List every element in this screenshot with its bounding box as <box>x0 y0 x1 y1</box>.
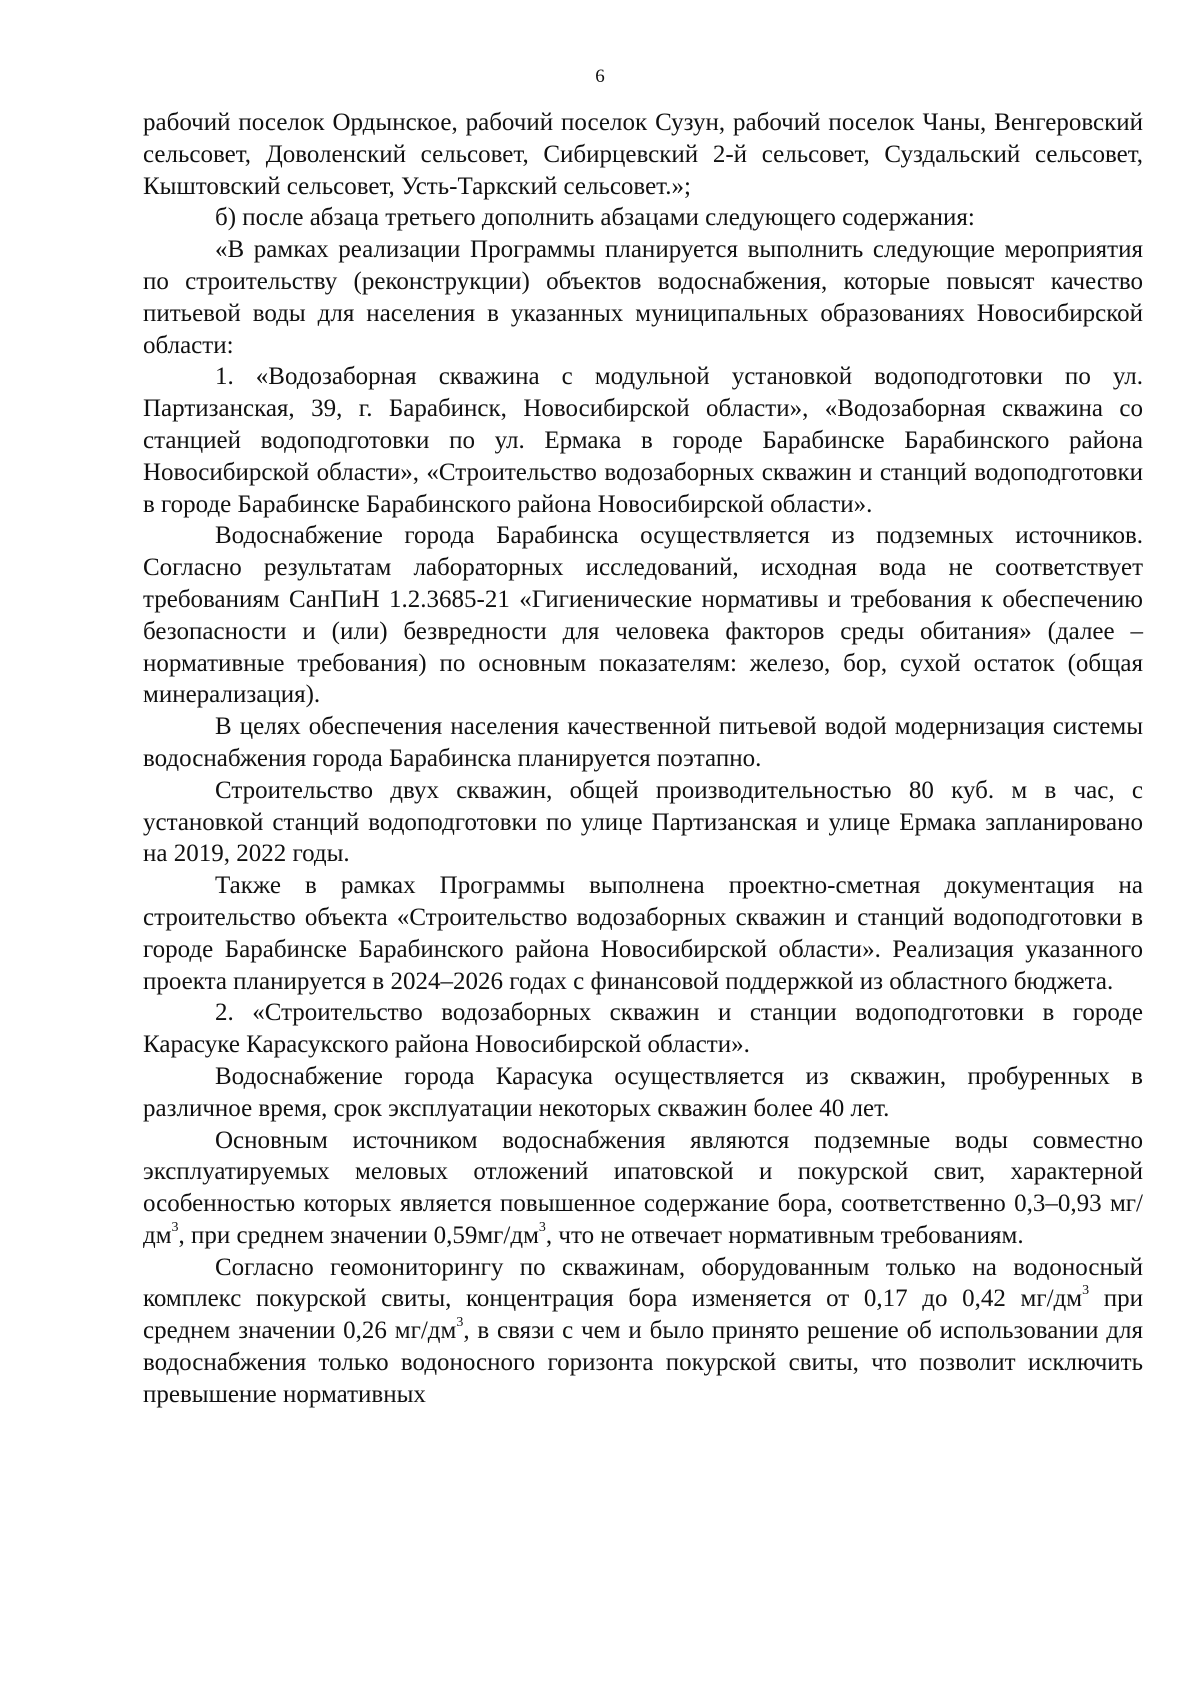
paragraph <box>143 1125 1143 1252</box>
paragraph <box>143 1252 1143 1411</box>
text-run: при среднем значении 0,26 мг/дм <box>143 1285 1143 1345</box>
paragraph: 1. «Водозаборная скважина с модульной установкой водоподготовки по ул. Партизанская, 39, г. Барабинск, Новосибирской области», «Водозаборная скважина со станцией водоподготовки по ул. Ермака в городе Барабинске Барабинского района Новосибирской области», «Строительство водозаборных скважин и станций водоподготовки в городе Барабинске Барабинского района Новосибирской области». <box>143 363 1143 518</box>
paragraph: Строительство двух скважин, общей производительностью 80 куб. м в час, с установкой станций водоподготовки по улице Партизанская и улице Ермака запланировано на 2019, 2022 годы. <box>143 776 1143 868</box>
paragraph: рабочий поселок Ордынское, рабочий поселок Сузун, рабочий поселок Чаны, Венгеровский сельсовет, Доволенский сельсовет, Сибирцевский 2-й сельсовет, Суздальский сельсовет, Кыштовский сельсовет, Усть-Таркский сельсовет.»; <box>143 109 1143 200</box>
text-run: Основным источником водоснабжения являются подземные воды совместно эксплуатируемых меловых отложений ипатовской и покурской свит, характерной особенностью которых является повышенное содержание бора, соответственно 0,3–0,93 мг/дм <box>143 1126 1143 1249</box>
superscript: 3 <box>538 1219 546 1235</box>
text-run: , что не отвечает нормативным требованиям. <box>545 1221 1024 1249</box>
page-number: 6 <box>595 66 605 87</box>
text-run: , в связи с чем и было принято решение об использовании для водоснабжения только водоносного горизонта покурской свиты, что позволит исключить превышение нормативных <box>143 1317 1144 1408</box>
paragraph: «В рамках реализации Программы планируется выполнить следующие мероприятия по строительству (реконструкции) объектов водоснабжения, которые повысят качество питьевой воды для населения в указанных муниципальных образованиях Новосибирской области: <box>143 236 1143 359</box>
text-run: Согласно геомониторингу по скважинам, оборудованным только на водоносный комплекс покурской свиты, концентрация бора изменяется от 0,17 до 0,42 мг/дм <box>143 1253 1143 1313</box>
paragraph: Водоснабжение города Карасука осуществляется из скважин, пробуренных в различное время, срок эксплуатации некоторых скважин более 40 лет. <box>143 1062 1143 1122</box>
superscript: 3 <box>456 1314 464 1330</box>
paragraph: Водоснабжение города Барабинска осуществляется из подземных источников. Согласно результатам лабораторных исследований, исходная вода не соответствует требованиям СанПиН 1.2.3685-21 «Гигиенические нормативы и требования к обеспечению безопасности и (или) безвредности для человека факторов среды обитания» (далее – нормативные требования) по основным показателям: железо, бор, сухой остаток (общая минерализация). <box>143 522 1143 709</box>
superscript: 3 <box>1082 1283 1090 1299</box>
document-body <box>143 107 1143 1411</box>
text-run: , при среднем значении 0,59мг/дм <box>178 1221 539 1249</box>
paragraph: Также в рамках Программы выполнена проектно-сметная документация на строительство объекта «Строительство водозаборных скважин и станций водоподготовки в городе Барабинске Барабинского района Новосибирской области». Реализация указанного проекта планируется в 2024–2026 годах с финансовой поддержкой из областного бюджета. <box>143 872 1143 995</box>
paragraph: В целях обеспечения населения качественной питьевой водой модернизация системы водоснабжения города Барабинска планируется поэтапно. <box>143 713 1143 772</box>
paragraph: б) после абзаца третьего дополнить абзацами следующего содержания: <box>215 204 975 232</box>
paragraph: 2. «Строительство водозаборных скважин и станции водоподготовки в городе Карасуке Карасукского района Новосибирской области». <box>143 999 1143 1059</box>
superscript: 3 <box>171 1219 179 1235</box>
